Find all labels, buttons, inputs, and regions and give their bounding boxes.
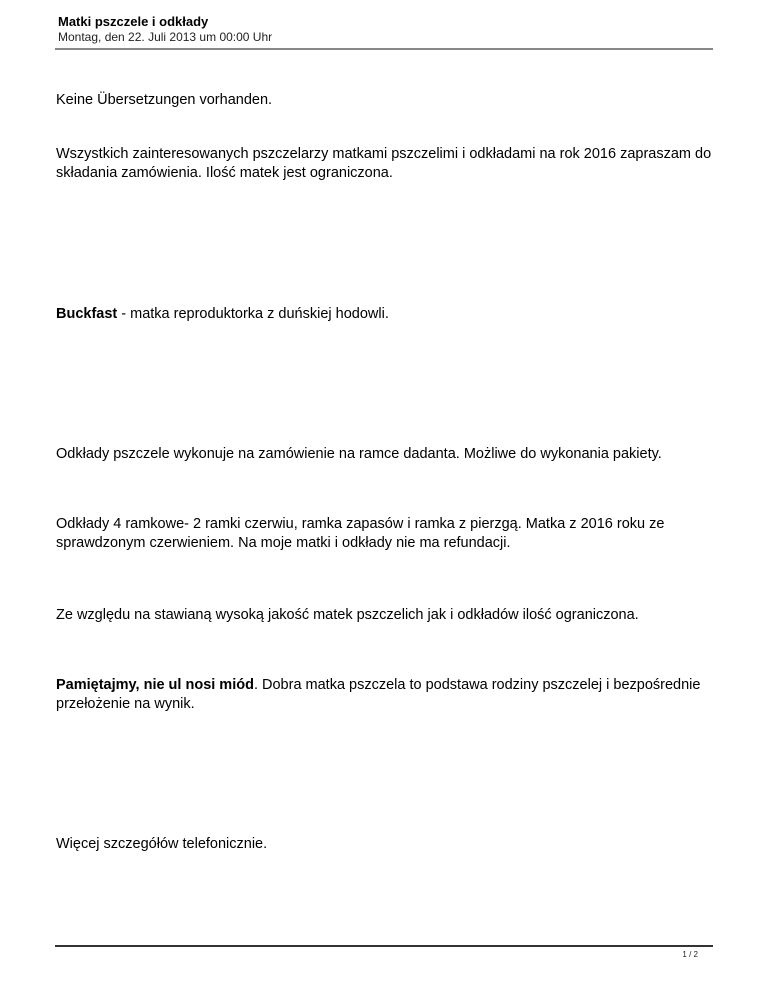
paragraph-odklady: Odkłady pszczele wykonuje na zamówienie na ramce dadanta. Możliwe do wykonania pakiety. — [56, 446, 662, 462]
header-divider — [55, 48, 713, 50]
document-date: Montag, den 22. Juli 2013 um 00:00 Uhr — [58, 30, 273, 44]
buckfast-label: Buckfast — [56, 306, 118, 322]
paragraph-intro: Wszystkich zainteresowanych pszczelarzy matkami pszczelimi i odkładami na rok 2016 zapraszam do składania zamówienia. Ilość matek jest ograniczona. — [56, 146, 712, 181]
remember-text: . Dobra matka pszczela to podstawa rodziny pszczelej i bezpośrednie przełożenie na wynik. — [56, 677, 701, 712]
footer-divider — [55, 945, 713, 947]
page-number: 1 / 2 — [682, 950, 698, 959]
paragraph-no-translation: Keine Übersetzungen vorhanden. — [56, 92, 273, 108]
document-title: Matki pszczele i odkłady — [58, 14, 209, 29]
paragraph-contact: Więcej szczegółów telefonicznie. — [56, 836, 268, 852]
paragraph-ramkowe: Odkłady 4 ramkowe- 2 ramki czerwiu, ramka zapasów i ramka z pierzgą. Matka z 2016 roku ze sprawdzonym czerwieniem. Na moje matki i odkłady nie ma refundacji. — [56, 516, 665, 551]
buckfast-text: - matka reproduktorka z duńskiej hodowli. — [117, 306, 389, 322]
paragraph-remember — [56, 676, 716, 714]
page-header — [58, 14, 272, 45]
paragraph-quality: Ze względu na stawianą wysoką jakość matek pszczelich jak i odkładów ilość ograniczona. — [56, 607, 639, 623]
paragraph-buckfast — [56, 305, 716, 324]
remember-bold: Pamiętajmy, nie ul nosi miód — [56, 677, 254, 693]
